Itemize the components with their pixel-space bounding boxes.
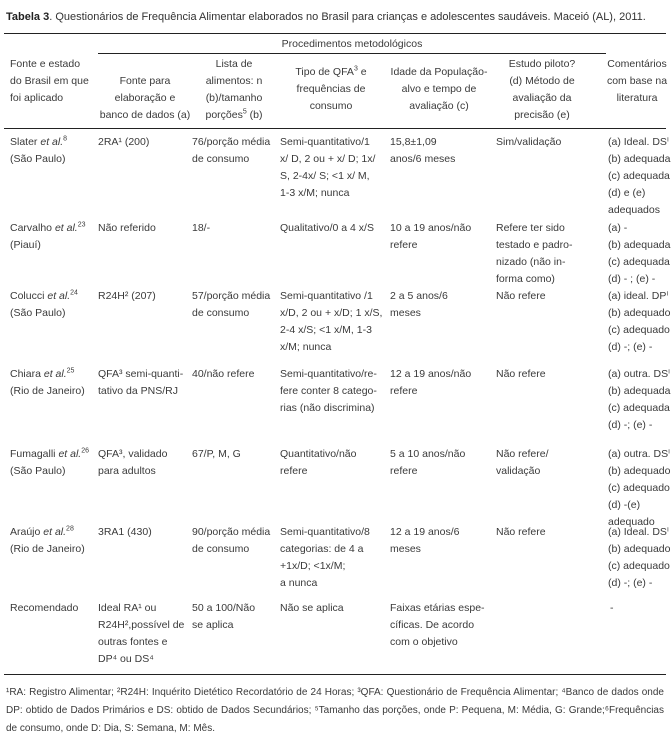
cell-line: de consumo <box>192 307 250 319</box>
header-line: alvo e tempo de <box>401 83 477 95</box>
cell-line: (a) outra. DSⁱ <box>608 448 670 460</box>
cell-tipo <box>280 134 388 202</box>
header-line: avaliação da <box>512 92 572 104</box>
cell-tipo <box>280 446 388 480</box>
cell-line: Semi-quantitativo/1 <box>280 136 370 148</box>
cell-line: 12 a 19 anos/não <box>390 368 472 380</box>
header-fonte <box>96 73 194 124</box>
cell-line: refere <box>390 385 418 397</box>
cell-lista <box>192 600 278 634</box>
cell-comentarios <box>608 288 670 356</box>
cell-line: Ideal RA¹ ou <box>98 602 157 614</box>
cell-line: meses <box>390 307 421 319</box>
author-name: Colucci et al.$^{24}$ <box>10 289 78 302</box>
cell-line: refere <box>390 465 418 477</box>
author-name: Carvalho et al.$^{23}$ <box>10 221 86 234</box>
cell-line: (d) -; (e) - <box>608 341 653 353</box>
header-line: Comentários <box>607 58 667 70</box>
state-name: (Rio de Janeiro) <box>10 385 85 397</box>
cell-line: (a) outra. DSⁱ <box>608 368 670 380</box>
header-line: elaboração e <box>114 92 176 104</box>
cell-line: testado e padro- <box>496 239 573 251</box>
header-tipo <box>276 64 386 115</box>
cell-line: 5 a 10 anos/não <box>390 448 466 460</box>
cell-fonte <box>98 366 190 400</box>
footnote-ref: 3 <box>353 65 358 73</box>
cell-line: - <box>610 602 614 614</box>
cell-line: outras fontes e <box>98 636 168 648</box>
reference-number: 24 <box>70 289 78 297</box>
cell-fonte <box>98 524 190 541</box>
header-line <box>276 64 386 81</box>
cell-line: 40/não refere <box>192 368 255 380</box>
cell-line: de consumo <box>192 153 250 165</box>
cell-line: (c) adequada <box>608 256 670 268</box>
cell-line: Não referido <box>98 222 156 234</box>
header-line: consumo <box>309 100 353 112</box>
reference-number: 28 <box>66 525 74 533</box>
cell-line: (b) adequado <box>608 465 671 477</box>
header-line: (d) Método de <box>509 75 575 87</box>
header-line: avaliação (c) <box>409 100 469 112</box>
header-line: (b)/tamanho <box>205 92 263 104</box>
cell-line: DP⁴ ou DS⁴ <box>98 653 154 665</box>
cell-tipo <box>280 524 388 592</box>
cell-line: 15,8±1,09 <box>390 136 437 148</box>
cell-line: 50 a 100/Não <box>192 602 256 614</box>
cell-line: 57/porção média <box>192 290 271 302</box>
cell-piloto <box>496 220 596 288</box>
cell-line: (d) -(e) <box>608 499 641 511</box>
cell-line: Semi-quantitativo /1 <box>280 290 373 302</box>
cell-line: cíficas. De acordo <box>390 619 475 631</box>
cell-line: Qualitativo/0 a 4 x/S <box>280 222 374 234</box>
cell-line: (b) adequado <box>608 543 671 555</box>
cell-line: Quantitativo/não <box>280 448 357 460</box>
cell-line: 76/porção média <box>192 136 271 148</box>
header-source <box>10 56 100 107</box>
cell-line: com o objetivo <box>390 636 458 648</box>
cell-line: 12 a 19 anos/6 <box>390 526 460 538</box>
header-line: precisão (e) <box>514 109 570 121</box>
header-group-label: Procedimentos metodológicos <box>281 38 423 50</box>
cell-line: x/ D, 2 ou + x/ D; 1x/ <box>280 153 376 165</box>
cell-source <box>10 288 100 322</box>
cell-line: categorias: de 4 a <box>280 543 364 555</box>
cell-idade <box>390 220 492 254</box>
cell-line: 67/P, M, G <box>192 448 241 460</box>
cell-line: se aplica <box>192 619 234 631</box>
cell-line: Semi-quantitativo/re- <box>280 368 377 380</box>
bottom-rule <box>4 674 666 675</box>
cell-line: QFA³ semi-quanti- <box>98 368 184 380</box>
cell-line: a nunca <box>280 577 318 589</box>
header-line: Idade da População- <box>390 66 488 78</box>
footnote-ref: 5 <box>242 108 247 116</box>
cell-comentarios <box>608 446 670 531</box>
cell-line: nizado (não in- <box>496 256 566 268</box>
cell-line: refere <box>280 465 308 477</box>
cell-line: (b) adequada <box>608 385 671 397</box>
header-line: literatura <box>616 92 658 104</box>
cell-source <box>10 600 100 617</box>
cell-idade <box>390 524 492 558</box>
header-line <box>190 107 278 124</box>
cell-line: (a) ideal. DPⁱ <box>608 290 669 302</box>
cell-lista <box>192 524 278 558</box>
header-text: Tipo de QFA <box>295 66 354 78</box>
et-al: et al. <box>43 526 67 538</box>
cell-line: refere <box>390 239 418 251</box>
cell-line: S, 2-4x/ S; <1 x/ M, <box>280 170 370 182</box>
reference-number: 23 <box>77 221 86 229</box>
cell-lista <box>192 366 278 383</box>
cell-line: rias (não discrimina) <box>280 402 375 414</box>
top-rule <box>4 33 666 34</box>
table-footnotes: ¹RA: Registro Alimentar; ²R24H: Inquérito Dietético Recordatório de 24 Horas; ³QFA: Questionário de Frequência Alimentar; ⁴Banco de dados onde DP: obtido de Dados Primários e DS: obtido de Dados Secundários; ⁵Tamanho das porções, onde P: Pequena, M: Média, G: Grande;⁶Frequências de consumo, onde D: Dia, S: Semana, M: Mês. <box>6 687 664 734</box>
state-name: (São Paulo) <box>10 465 66 477</box>
cell-line: (c) adequado <box>608 324 670 336</box>
header-line: Fonte e estado <box>10 58 81 70</box>
cell-comentarios <box>608 220 670 288</box>
cell-fonte <box>98 446 190 480</box>
header-text: (b) <box>246 109 263 121</box>
cell-line: 90/porção média <box>192 526 271 538</box>
cell-line: Não se aplica <box>280 602 344 614</box>
header-line: do Brasil em que <box>10 75 89 87</box>
cell-line: validação <box>496 465 541 477</box>
state-name: (Rio de Janeiro) <box>10 543 85 555</box>
cell-line: (a) Ideal. DSⁱ <box>608 526 669 538</box>
cell-line: (b) adequada <box>608 239 671 251</box>
cell-line: (d) -; (e) - <box>608 577 653 589</box>
cell-idade <box>390 446 492 480</box>
header-idade <box>384 64 494 115</box>
cell-line: Não refere <box>496 290 546 302</box>
cell-line: 18/- <box>192 222 211 234</box>
cell-line: 1-3 x/M; nunca <box>280 187 350 199</box>
cell-source <box>10 446 100 480</box>
cell-line: R24H² (207) <box>98 290 156 302</box>
header-bottom-rule <box>4 128 666 129</box>
state-name: (Piauí) <box>10 239 41 251</box>
cell-fonte <box>98 600 190 668</box>
table-title: . Questionários de Frequência Alimentar elaborados no Brasil para crianças e adolescentes saudáveis. Maceió (AL), 2011. <box>49 11 646 23</box>
cell-line: (c) adequada <box>608 402 670 414</box>
header-piloto <box>492 56 592 124</box>
cell-comentarios <box>608 524 670 592</box>
header-comentarios <box>604 56 670 107</box>
cell-piloto <box>496 524 596 541</box>
table-label: Tabela 3 <box>6 11 50 23</box>
cell-line: anos/6 meses <box>390 153 456 165</box>
cell-line: (d) e (e) <box>608 187 646 199</box>
cell-line: x/M; nunca <box>280 341 332 353</box>
cell-line: Semi-quantitativo/8 <box>280 526 370 538</box>
author-name: Slater et al.$^8$ <box>10 135 68 148</box>
header-line: frequências de <box>296 83 366 95</box>
cell-tipo <box>280 366 388 417</box>
cell-source <box>10 524 100 558</box>
cell-lista <box>192 134 278 168</box>
header-lista <box>190 56 278 124</box>
cell-idade <box>390 288 492 322</box>
cell-lista <box>192 220 278 237</box>
cell-line: para adultos <box>98 465 156 477</box>
group-subrule <box>98 53 606 54</box>
et-al: et al. <box>43 368 67 380</box>
header-line: com base na <box>606 75 668 87</box>
reference-number: 26 <box>81 447 90 455</box>
et-al: et al. <box>58 448 82 460</box>
header-line: alimentos: n <box>205 75 263 87</box>
cell-line: Não refere <box>496 526 546 538</box>
cell-fonte <box>98 220 190 237</box>
cell-line: de consumo <box>192 543 250 555</box>
cell-line: forma como) <box>496 273 555 285</box>
cell-piloto <box>496 288 596 305</box>
state-name: (São Paulo) <box>10 307 66 319</box>
cell-line: Não refere <box>496 368 546 380</box>
cell-comentarios <box>608 366 670 434</box>
cell-tipo <box>280 288 388 356</box>
cell-comentarios <box>608 134 670 219</box>
cell-line: (b) adequado <box>608 307 671 319</box>
cell-line: (a) Ideal. DSⁱ <box>608 136 669 148</box>
cell-line: (d) - ; (e) - <box>608 273 656 285</box>
cell-line: (c) adequado <box>608 560 670 572</box>
cell-source <box>10 220 100 254</box>
cell-tipo <box>280 600 388 617</box>
table-caption <box>6 9 666 26</box>
cell-line: 3RA1 (430) <box>98 526 152 538</box>
state-name: (São Paulo) <box>10 153 66 165</box>
cell-tipo <box>280 220 388 237</box>
cell-source <box>10 366 100 400</box>
header-text: e <box>357 66 367 78</box>
header-line: Estudo piloto? <box>508 58 576 70</box>
reference-number: 25 <box>66 367 75 375</box>
author-name: Fumagalli et al.$^{26}$ <box>10 447 90 460</box>
cell-idade <box>390 600 492 651</box>
cell-line: adequados <box>608 204 660 216</box>
cell-line: meses <box>390 543 421 555</box>
cell-line: 2-4 x/S; <1 x/M, 1-3 <box>280 324 372 336</box>
cell-idade <box>390 134 492 168</box>
cell-line: tativo da PNS/RJ <box>98 385 178 397</box>
cell-line: R24H²,possível de <box>98 619 185 631</box>
cell-line: QFA³, validado <box>98 448 168 460</box>
header-line: banco de dados (a) <box>99 109 191 121</box>
et-al: et al. <box>47 290 71 302</box>
header-line: foi aplicado <box>10 92 64 104</box>
cell-line: (b) adequada <box>608 153 671 165</box>
et-al: et al. <box>40 136 64 148</box>
cell-line: fere conter 8 catego- <box>280 385 377 397</box>
cell-line: Faixas etárias espe- <box>390 602 485 614</box>
author-name: Chiara et al.$^{25}$ <box>10 367 75 380</box>
cell-line: (c) adequado <box>608 482 670 494</box>
cell-source <box>10 134 100 168</box>
cell-piloto <box>496 366 596 383</box>
author-name: Araújo et al.$^{28}$ <box>10 525 74 538</box>
cell-fonte <box>98 288 190 305</box>
cell-line: 2 a 5 anos/6 <box>390 290 448 302</box>
cell-fonte <box>98 134 190 151</box>
cell-line: 2RA¹ (200) <box>98 136 150 148</box>
cell-line: Não refere/ <box>496 448 549 460</box>
cell-line: Refere ter sido <box>496 222 565 234</box>
cell-idade <box>390 366 492 400</box>
cell-line: x/D, 2 ou + x/D; 1 x/S, <box>280 307 383 319</box>
cell-line: Sim/validação <box>496 136 562 148</box>
cell-line: (d) -; (e) - <box>608 419 653 431</box>
cell-lista <box>192 446 278 463</box>
cell-lista <box>192 288 278 322</box>
cell-line: (c) adequada <box>608 170 670 182</box>
cell-line: adequado <box>608 516 655 528</box>
cell-comentarios <box>610 600 671 617</box>
reference-number: 8 <box>63 135 68 143</box>
cell-line: 10 a 19 anos/não <box>390 222 472 234</box>
header-line: Fonte para <box>119 75 171 87</box>
et-al: et al. <box>54 222 78 234</box>
cell-line: (a) - <box>608 222 628 234</box>
author-name: Recomendado <box>10 602 79 614</box>
header-text: porções <box>205 109 243 121</box>
cell-piloto <box>496 446 596 480</box>
cell-piloto <box>496 134 596 151</box>
header-line: Lista de <box>215 58 253 70</box>
cell-line: +1x/D; <1x/M; <box>280 560 346 572</box>
